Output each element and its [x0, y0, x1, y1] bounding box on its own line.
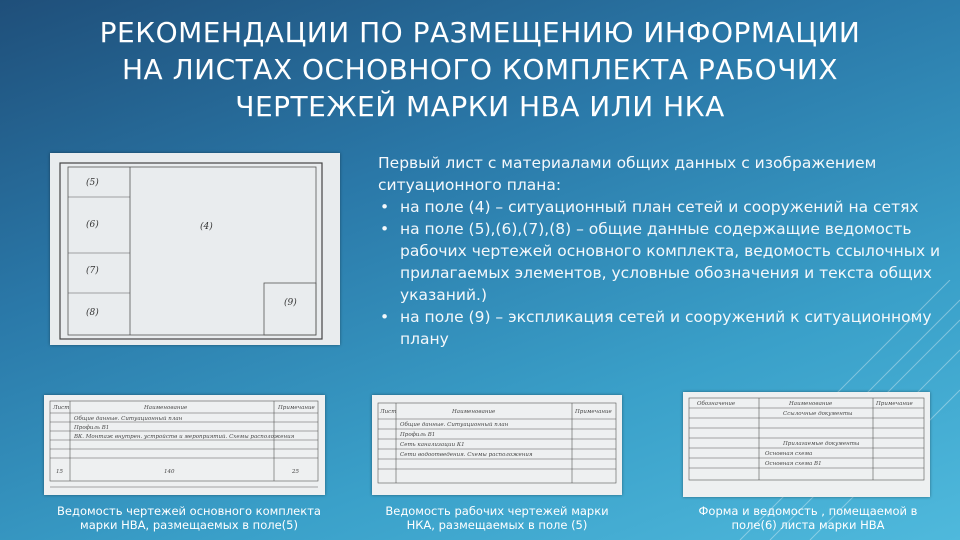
t3-header-note: Примечание — [876, 401, 913, 407]
t2-row-2: Профиль В1 — [400, 432, 436, 438]
t1-row-2: Профиль В1 — [74, 425, 110, 431]
page-title — [40, 14, 920, 125]
t1-header-name: Наименование — [144, 405, 188, 411]
caption-nka-drawings: Ведомость рабочих чертежей марки НКА, размещаемых в поле (5) — [385, 504, 609, 532]
t3-row-1: Ссылочные документы — [783, 411, 853, 417]
t3-row-4: Основная схема В1 — [765, 461, 822, 467]
t1-header-sheet: Лист — [53, 405, 70, 411]
t1-dim-2: 140 — [164, 469, 175, 475]
bullet-field-4: • на поле (4) – ситуационный план сетей и сооружений на сетях — [378, 196, 948, 218]
t1-row-3: ВК. Монтаж внутрен. устройств и мероприятий. Схемы расположения — [74, 434, 295, 440]
t1-dim-1: 15 — [56, 469, 63, 475]
field-label-4: (4) — [200, 222, 213, 232]
nka-drawings-table-image — [372, 395, 622, 495]
t2-row-3: Сеть канализации К1 — [400, 442, 465, 448]
bullet-field-9: • на поле (9) – экспликация сетей и сооружений к ситуационному плану — [378, 306, 948, 350]
t2-header-note: Примечание — [575, 409, 612, 415]
field-label-9: (9) — [284, 298, 297, 308]
t3-header-designation: Обозначение — [697, 401, 736, 407]
field-label-5: (5) — [86, 178, 99, 188]
t2-header-name: Наименование — [452, 409, 496, 415]
field-label-7: (7) — [86, 266, 99, 276]
title-line-1: РЕКОМЕНДАЦИИ ПО РАЗМЕЩЕНИЮ ИНФОРМАЦИИ — [99, 16, 861, 49]
t2-row-4: Сети водоотведения. Схемы расположения — [400, 452, 533, 458]
t2-header-sheet: Лист — [380, 409, 397, 415]
title-line-3: ЧЕРТЕЖЕЙ МАРКИ НВА ИЛИ НКА — [235, 90, 725, 123]
t3-row-2: Прилагаемые документы — [783, 441, 860, 447]
t1-dim-3: 25 — [292, 469, 299, 475]
field-label-6: (6) — [86, 220, 99, 230]
sheet-layout-drawing — [50, 153, 340, 345]
title-line-2: НА ЛИСТАХ ОСНОВНОГО КОМПЛЕКТА РАБОЧИХ — [121, 53, 839, 86]
t2-row-1: Общие данные. Ситуационный план — [400, 422, 509, 428]
intro-paragraph: Первый лист с материалами общих данных с изображением ситуационного плана: — [378, 154, 877, 194]
bullet-fields-5-8: • на поле (5),(6),(7),(8) – общие данные содержащие ведомость рабочих чертежей основного комплекта, ведомость ссылочных и прилагаемых элементов, условные обозначения и текста общих указаний.) — [378, 218, 948, 306]
t3-row-3: Основная схема — [765, 451, 813, 457]
caption-nva-drawings: Ведомость чертежей основного комплекта марки НВА, размещаемых в поле(5) — [57, 504, 321, 532]
field-label-8: (8) — [86, 308, 99, 318]
t1-header-note: Примечание — [278, 405, 315, 411]
t1-row-1: Общие данные. Ситуационный план — [74, 416, 183, 422]
nva-form-table-image — [683, 392, 930, 497]
nva-drawings-table-image — [44, 395, 325, 495]
field-list — [378, 196, 948, 350]
caption-nva-form: Форма и ведомость , помещаемой в поле(6) листа марки НВА — [698, 504, 918, 532]
t3-header-name: Наименование — [789, 401, 833, 407]
description-text — [378, 152, 948, 350]
